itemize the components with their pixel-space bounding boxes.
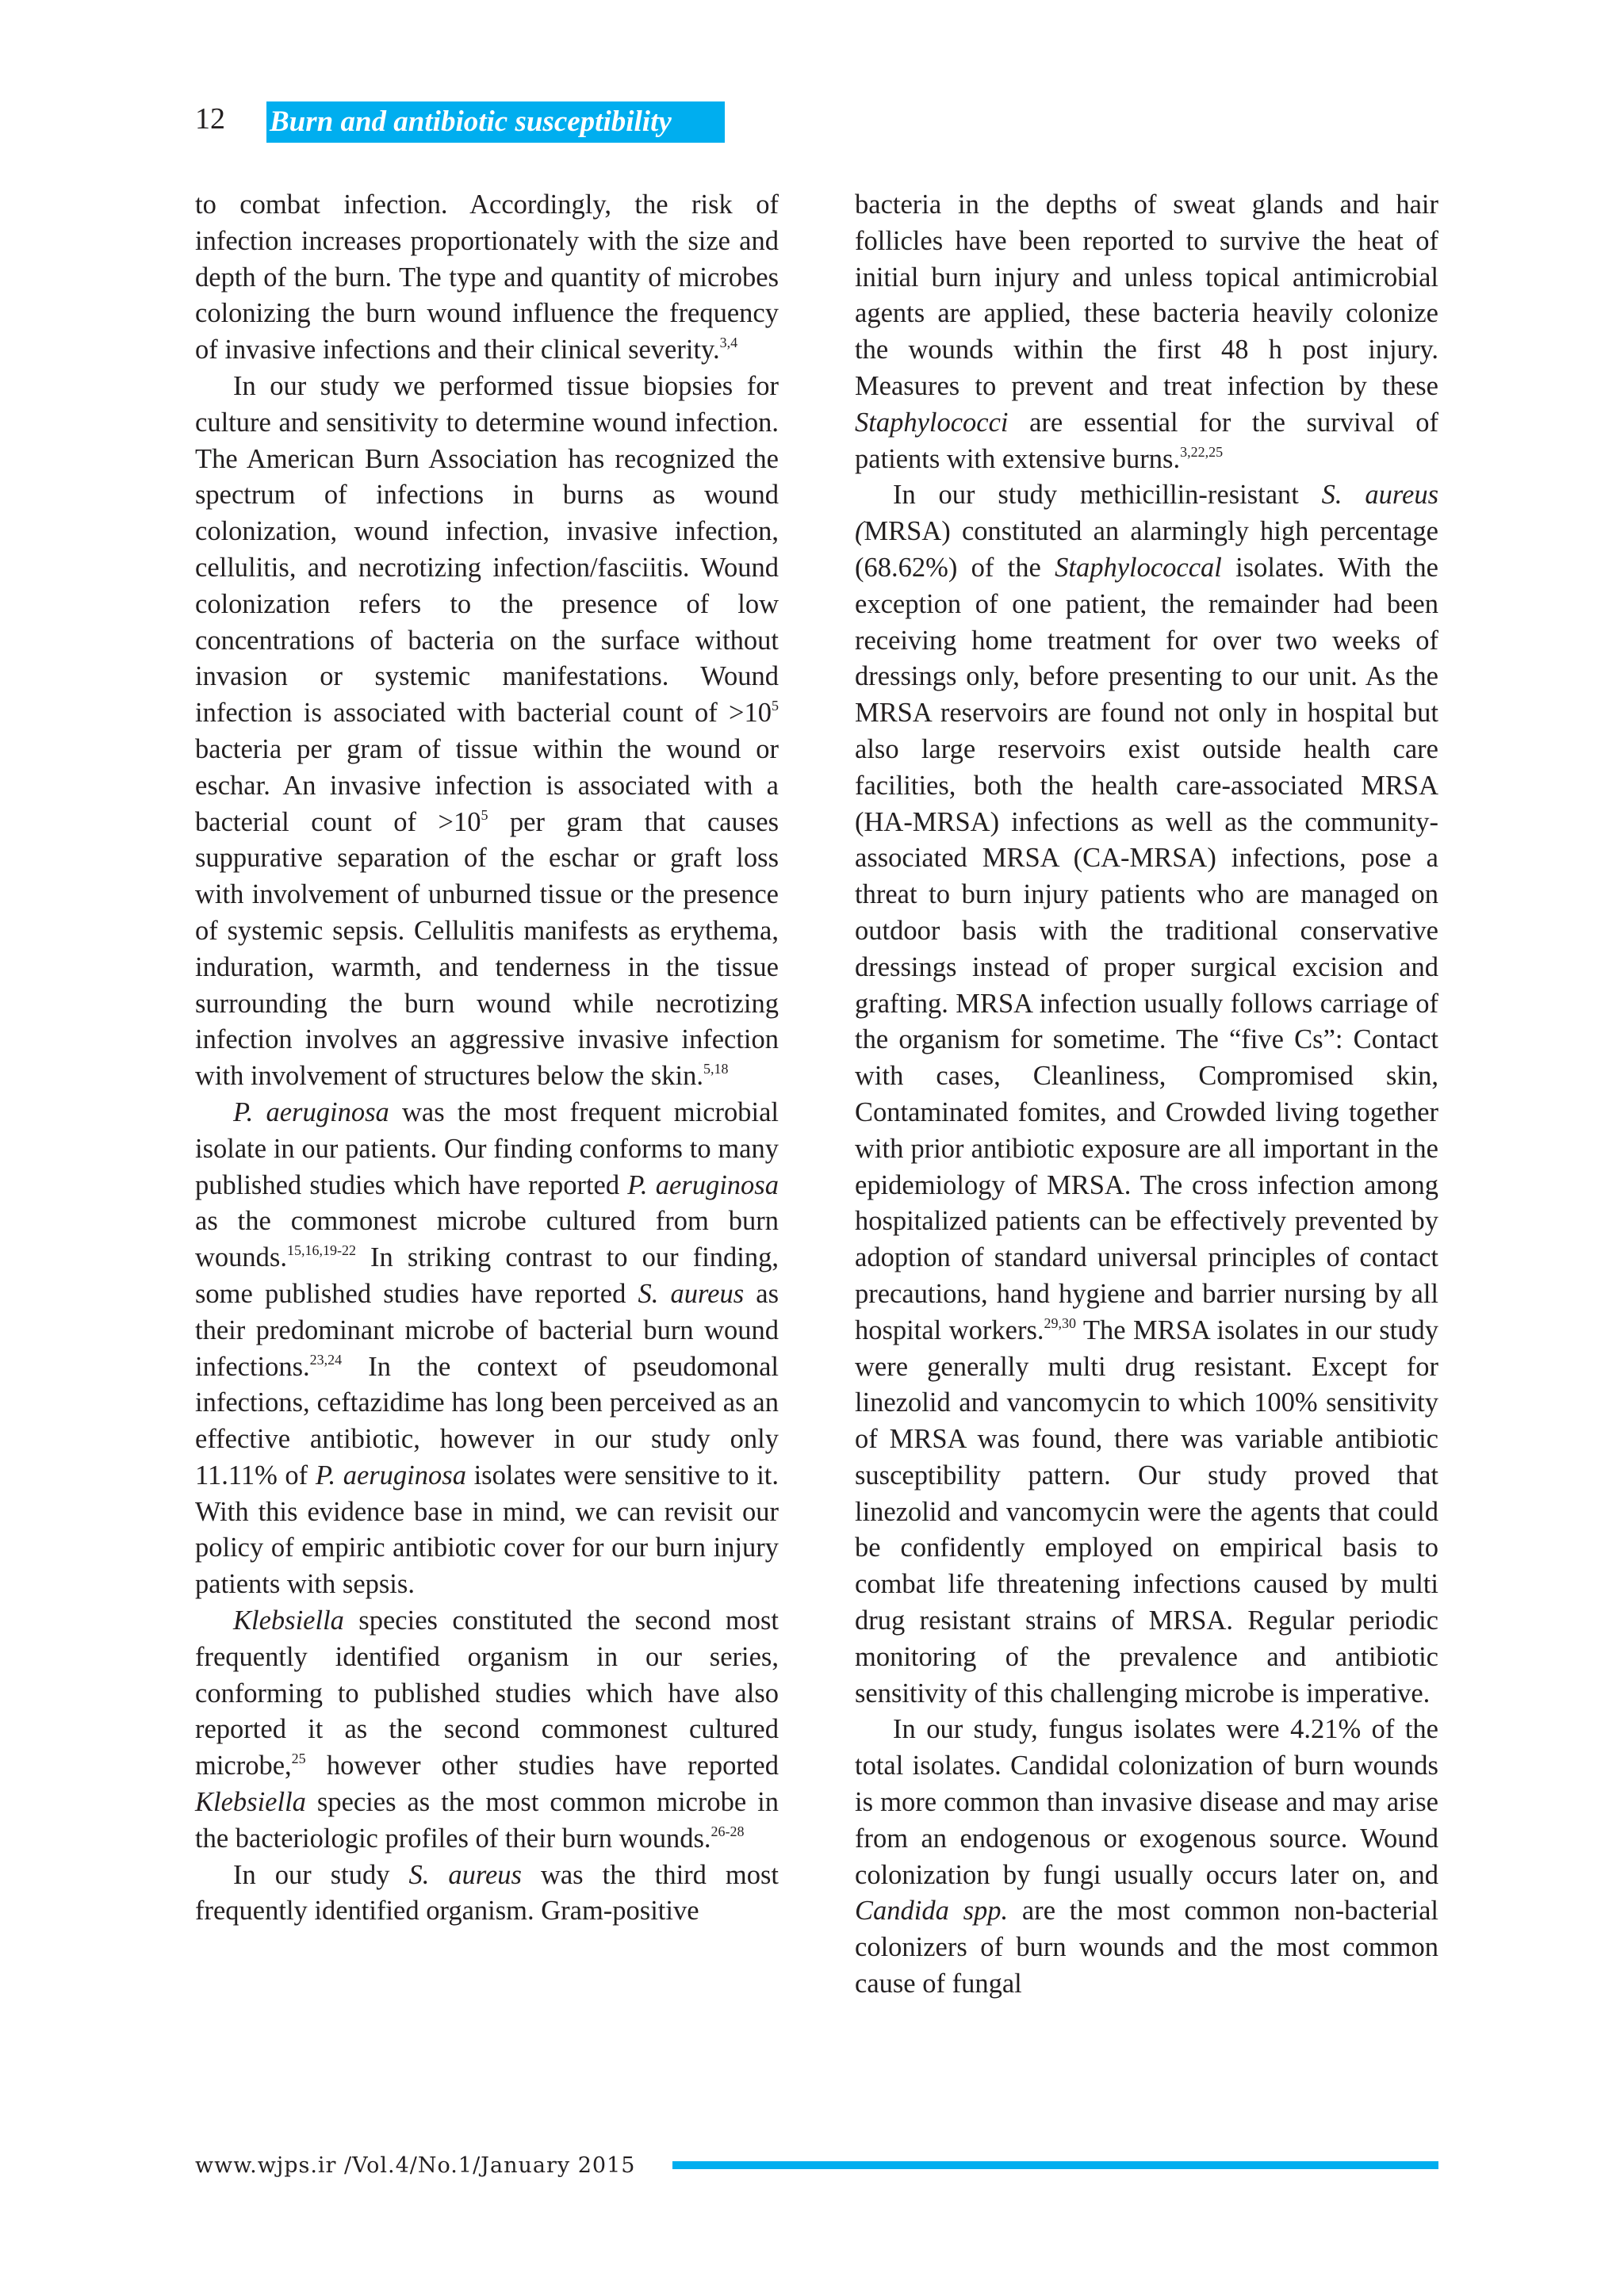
body-text: In the context of pseudomonal infections, ceftazidime has long been perceived as an effective antibiotic, however in our study only 11.11% of bbox=[195, 1351, 779, 1490]
left-column bbox=[195, 187, 779, 1930]
body-text: to combat infection. Accordingly, the risk of infection increases proportionately with the size and depth of the burn. The type and quantity of microbes colonizing the burn wound influence the frequency of invasive infections and their clinical severity. bbox=[195, 189, 779, 365]
body-text: are essential for the survival of patients with extensive burns. bbox=[855, 407, 1438, 474]
body-text: per gram that causes suppurative separation of the eschar or graft loss with involvement of unburned tissue or the presence of systemic sepsis. Cellulitis manifests as erythema, induration, warmth, and tenderness in the tissue surrounding the burn wound while necrotizing infection involves an aggressive invasive infection with involvement of structures below the skin. bbox=[195, 806, 779, 1092]
body-text: In our study, fungus isolates were 4.21% of the total isolates. Candidal colonization of burn wounds is more common than invasive disease and may arise from an endogenous or exogenous source. Wound colonization by fungi usually occurs later on, and bbox=[855, 1714, 1438, 1890]
species-name: Staphylococci bbox=[855, 407, 1009, 438]
species-name: Candida spp. bbox=[855, 1896, 1009, 1927]
body-text: isolates were sensitive to it. With this evidence base in mind, we can revisit our policy of empiric antibiotic cover for our burn injury patients with sepsis. bbox=[195, 1460, 779, 1600]
citation-superscript: 23,24 bbox=[309, 1351, 343, 1368]
species-name: S. aureus ( bbox=[855, 480, 1438, 547]
body-text: as the commonest microbe cultured from burn wounds. bbox=[195, 1206, 779, 1273]
citation-superscript: 25 bbox=[291, 1751, 306, 1767]
body-text: are the most common non-bacterial colonizers of burn wounds and the most common cause of fungal bbox=[855, 1896, 1438, 1999]
page-number: 12 bbox=[195, 102, 225, 136]
body-text: species as the most common microbe in the bacteriologic profiles of their burn wounds. bbox=[195, 1787, 779, 1854]
body-text: In our study bbox=[233, 1859, 409, 1890]
body-text: isolates. With the exception of one patient, the remainder had been receiving home treatment for over two weeks of dressings only, before presenting to our unit. As the MRSA reservoirs are found not only in hospital but also large reservoirs exist outside health care facilities, both the health care-associated MRSA (HA-MRSA) infections as well as the community-associated MRSA (CA-MRSA) infections, pose a threat to burn injury patients who are managed on outdoor basis with the traditional conservative dressings instead of proper surgical excision and grafting. MRSA infection usually follows carriage of the organism for sometime. The “five Cs”: Contact with cases, Cleanliness, Compromised skin, Contaminated fomites, and Crowded living together with prior antibiotic exposure are all important in the epidemiology of MRSA. The cross infection among hospitalized patients can be effectively prevented by adoption of standard universal principles of contact precautions, hand hygiene and barrier nursing by all hospital workers. bbox=[855, 552, 1438, 1345]
exponent-superscript: 5 bbox=[481, 806, 488, 823]
footer-citation: www.wjps.ir /Vol.4/No.1/January 2015 bbox=[195, 2153, 636, 2178]
citation-superscript: 3,4 bbox=[719, 335, 738, 351]
species-name: Klebsiella bbox=[195, 1787, 306, 1818]
species-name: Staphylococcal bbox=[1055, 552, 1222, 583]
species-name: Klebsiella bbox=[233, 1605, 344, 1636]
citation-superscript: 26-28 bbox=[710, 1823, 745, 1839]
body-text: In our study we performed tissue biopsies for culture and sensitivity to determine wound infection. The American Burn Association has recognized the spectrum of infections in burns as wound colonization, wound infection, invasive infection, cellulitis, and necrotizing infection/fasciitis. Wound colonization refers to the presence of low concentrations of bacteria on the surface without invasion or systemic manifestations. Wound infection is associated with bacterial count of >10 bbox=[195, 370, 779, 729]
body-text: bacteria in the depths of sweat glands and hair follicles have been reported to survive the heat of initial burn injury and unless topical antimicrobial agents are applied, these bacteria heavily colonize the wounds within the first 48 h post injury. Measures to prevent and treat infection by these bbox=[855, 189, 1438, 401]
paragraph bbox=[195, 369, 779, 1095]
paragraph bbox=[855, 187, 1438, 477]
paragraph bbox=[195, 187, 779, 369]
body-text: bacteria per gram of tissue within the wound or eschar. An invasive infection is associated with a bacterial count of >10 bbox=[195, 733, 779, 837]
body-text: MRSA) constituted an alarmingly high percentage (68.62%) of the bbox=[855, 516, 1438, 583]
footer-rule bbox=[672, 2161, 1438, 2169]
species-name: S. aureus bbox=[408, 1859, 522, 1890]
species-name: P. aeruginosa bbox=[233, 1096, 389, 1127]
species-name: P. aeruginosa bbox=[627, 1169, 779, 1200]
species-name: P. aeruginosa bbox=[315, 1460, 466, 1490]
body-text: was the most frequent microbial isolate in our patients. Our finding conforms to many published studies which have reported bbox=[195, 1096, 779, 1200]
paragraph bbox=[195, 1603, 779, 1858]
citation-superscript: 5,18 bbox=[703, 1061, 729, 1077]
running-title: Burn and antibiotic susceptibility bbox=[266, 101, 725, 143]
paragraph bbox=[855, 477, 1438, 1712]
citation-superscript: 3,22,25 bbox=[1180, 443, 1224, 460]
body-text: In striking contrast to our finding, some published studies have reported bbox=[195, 1242, 779, 1309]
body-text: The MRSA isolates in our study were generally multi drug resistant. Except for linezolid and vancomycin to which 100% sensitivity of MRSA was found, there was variable antibiotic susceptibility pattern. Our study proved that linezolid and vancomycin were the agents that could be confidently employed on empirical basis to combat life threatening infections caused by multi drug resistant strains of MRSA. Regular periodic monitoring of the prevalence and antibiotic sensitivity of this challenging microbe is imperative. bbox=[855, 1314, 1438, 1709]
body-text: however other studies have reported bbox=[305, 1751, 779, 1781]
body-text: species constituted the second most frequently identified organism in our series, conforming to published studies which have also reported it as the second commonest cultured microbe, bbox=[195, 1605, 779, 1781]
body-text: was the third most frequently identified organism. Gram-positive bbox=[195, 1859, 779, 1927]
paragraph bbox=[195, 1095, 779, 1603]
body-text: as their predominant microbe of bacterial burn wound infections. bbox=[195, 1278, 779, 1382]
paragraph bbox=[855, 1712, 1438, 2002]
body-text: In our study methicillin-resistant bbox=[893, 480, 1322, 511]
exponent-superscript: 5 bbox=[772, 698, 779, 714]
citation-superscript: 29,30 bbox=[1044, 1314, 1077, 1331]
citation-superscript: 15,16,19-22 bbox=[286, 1242, 356, 1259]
right-column bbox=[855, 187, 1438, 2003]
species-name: S. aureus bbox=[638, 1278, 745, 1309]
paragraph bbox=[195, 1858, 779, 1931]
